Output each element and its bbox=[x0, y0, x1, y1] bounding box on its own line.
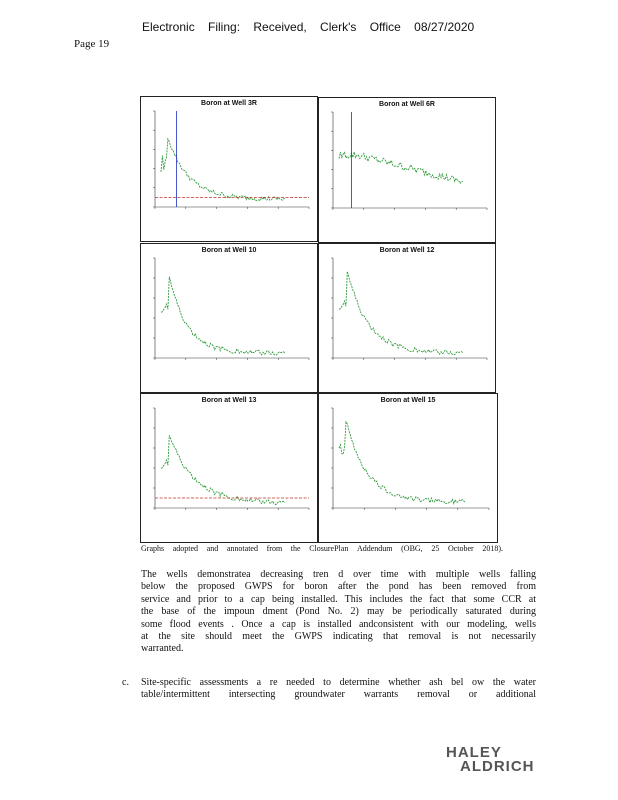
chart-plot bbox=[319, 98, 495, 242]
chart-plot bbox=[141, 97, 317, 241]
body-paragraph-2 bbox=[141, 677, 536, 702]
caption-word: 25 bbox=[431, 544, 440, 553]
text-line: the base of the impoun dment (Pond No. 2) may be periodically saturated during bbox=[141, 606, 536, 618]
body-paragraph-1 bbox=[141, 569, 536, 656]
chart-well-10 bbox=[140, 243, 318, 393]
caption-word: annotated bbox=[226, 544, 258, 553]
chart-plot bbox=[319, 394, 497, 542]
caption-word: and bbox=[206, 544, 219, 553]
text-line: at the site should meet the GWPS indicating that removal is not necessarily bbox=[141, 631, 536, 643]
caption-word: (OBG, bbox=[401, 544, 423, 553]
logo-line-2: ALDRICH bbox=[460, 758, 535, 775]
chart-plot bbox=[141, 394, 317, 542]
text-line: service and prior to a cap being installed. This includes the fact that some CCR at bbox=[141, 593, 536, 605]
logo-line-1: HALEY bbox=[446, 744, 502, 761]
caption-word: adopted bbox=[172, 544, 199, 553]
chart-well-15 bbox=[318, 393, 498, 543]
haley-aldrich-logo bbox=[446, 746, 535, 774]
caption-word: October bbox=[447, 544, 474, 553]
page-number: Page 19 bbox=[74, 38, 110, 50]
caption-word: 2018). bbox=[482, 544, 503, 553]
text-line: table/intermittent intersecting groundwater warrants removal or additional bbox=[141, 689, 536, 701]
filing-header: Electronic Filing: Received, Clerk's Office 08/27/2020 bbox=[142, 20, 475, 34]
list-marker: c. bbox=[122, 677, 129, 688]
chart-title: Boron at Well 10 bbox=[201, 247, 257, 254]
chart-well-3r bbox=[140, 96, 318, 242]
chart-well-13 bbox=[140, 393, 318, 543]
caption-word: from bbox=[266, 544, 283, 553]
text-line: Site-specific assessments a re needed to determine whether ash bel ow the water bbox=[141, 677, 536, 688]
chart-well-12 bbox=[318, 243, 496, 393]
caption-word: Addendum bbox=[356, 544, 393, 553]
caption-word: ClosurePlan bbox=[309, 544, 349, 553]
chart-title: Boron at Well 3R bbox=[201, 100, 257, 107]
chart-title: Boron at Well 13 bbox=[201, 397, 257, 404]
chart-plot bbox=[319, 244, 495, 392]
chart-title: Boron at Well 6R bbox=[379, 101, 435, 108]
chart-title: Boron at Well 12 bbox=[379, 247, 435, 254]
caption-word: the bbox=[290, 544, 301, 553]
text-line: The wells demonstratea decreasing tren d over time with multiple wells falling bbox=[141, 569, 536, 580]
chart-well-6r bbox=[318, 97, 496, 243]
chart-title: Boron at Well 15 bbox=[380, 397, 436, 404]
text-line: below the proposed GWPS for boron after the pond has been removed from bbox=[141, 581, 536, 593]
text-line: some flood events . Once a cap is installed andconsistent with our modeling, wells bbox=[141, 618, 536, 630]
chart-plot bbox=[141, 244, 317, 392]
caption-word: Graphs bbox=[141, 544, 165, 553]
figure-caption bbox=[141, 544, 503, 553]
text-line: warranted. bbox=[141, 643, 184, 655]
